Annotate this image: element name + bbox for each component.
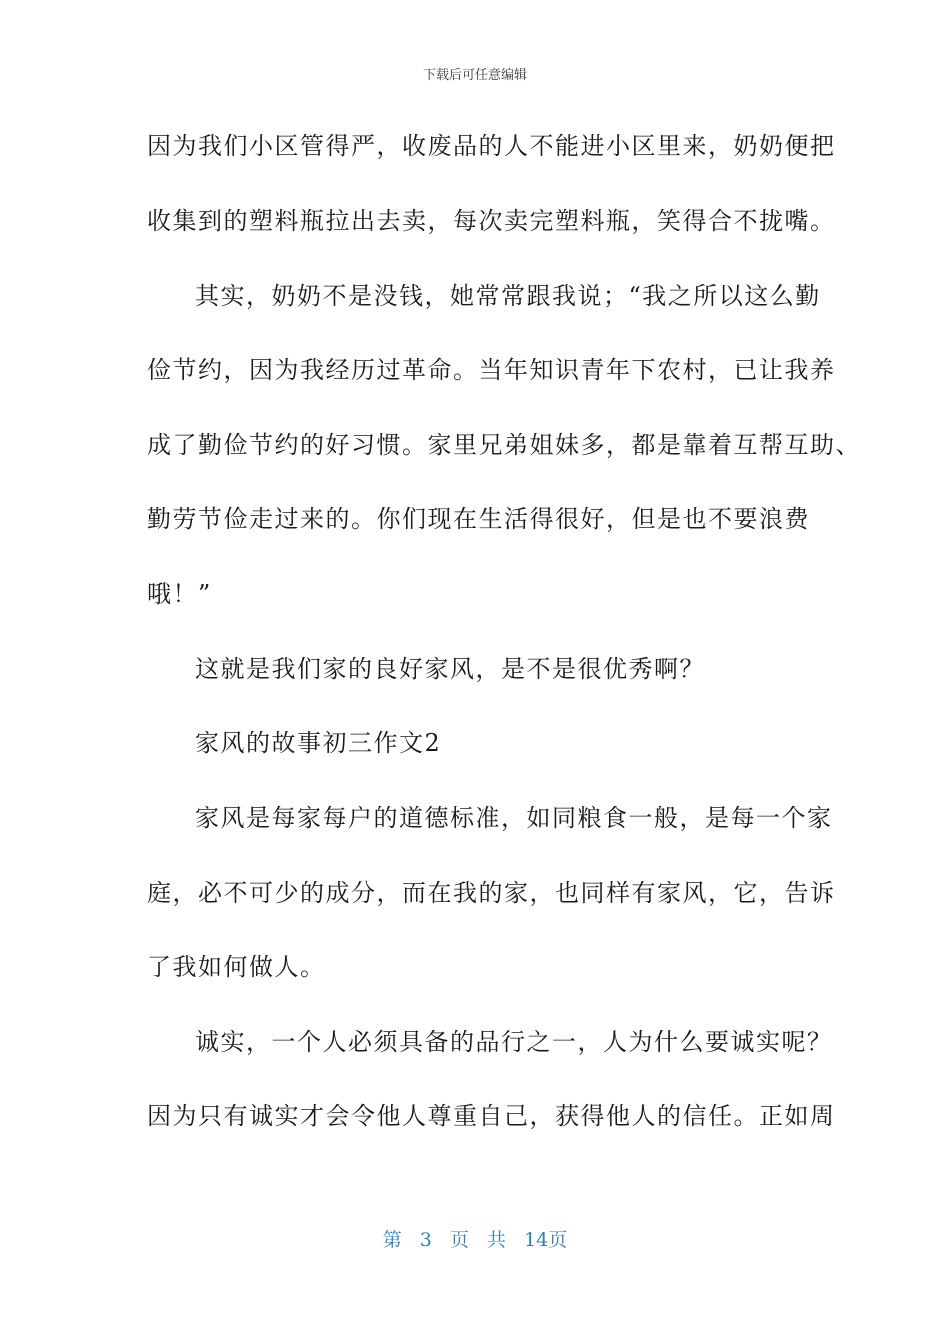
body-line: 成了勤俭节约的好习惯。家里兄弟姐妹多，都是靠着互帮互助、 [147,431,861,459]
body-line: 因为只有诚实才会令他人尊重自己，获得他人的信任。正如周 [147,1102,836,1130]
footer-gong: 共 [487,1229,507,1251]
body-line: 诚实，一个人必须具备的品行之一，人为什么要诚实呢？ [195,1028,833,1056]
body-line: 收集到的塑料瓶拉出去卖，每次卖完塑料瓶，笑得合不拢嘴。 [147,207,836,235]
body-line: 俭节约，因为我经历过革命。当年知识青年下农村，已让我养 [147,356,836,384]
body-line: 庭，必不可少的成分，而在我的家，也同样有家风，它，告诉 [147,879,836,907]
body-line: 其实，奶奶不是没钱，她常常跟我说；“我之所以这么勤 [195,282,821,310]
body-line: 了我如何做人。 [147,953,326,981]
body-line: 哦！” [147,580,212,608]
footer-page-number: 3 [419,1229,432,1251]
body-line: 家风是每家每户的道德标准，如同粮食一般，是每一个家 [195,804,833,832]
body-line: 这就是我们家的良好家风，是不是很优秀啊？ [195,655,705,683]
section-heading: 家风的故事初三作文2 [195,729,442,757]
footer-total-pages: 14页 [524,1229,568,1251]
page-header-note: 下载后可任意编辑 [422,68,527,83]
footer-di: 第 [382,1229,402,1251]
footer-ye: 页 [449,1229,469,1251]
body-line: 勤劳节俭走过来的。你们现在生活得很好，但是也不要浪费 [147,505,810,533]
body-line: 因为我们小区管得严，收废品的人不能进小区里来，奶奶便把 [147,132,836,160]
page-footer [0,1225,950,1252]
